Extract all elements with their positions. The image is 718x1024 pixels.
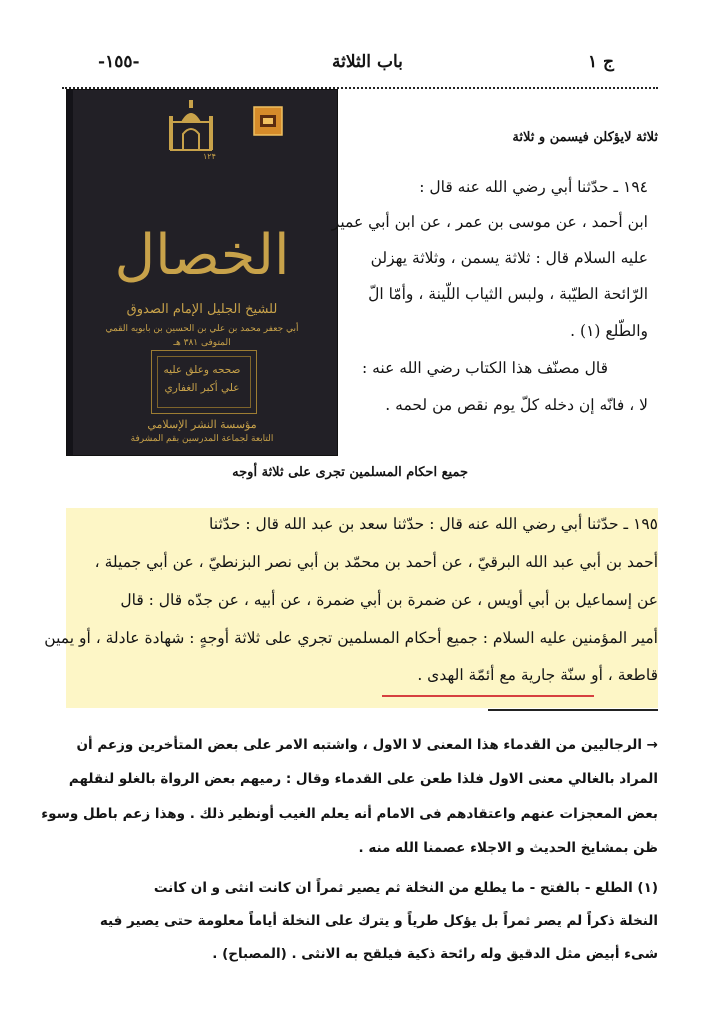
footnote-line-4: ظن بمشايخ الحديث و الاجلاء عصمنا الله منه .	[358, 840, 658, 856]
footnote-line-2: المراد بالغالي معنى الاول فلذا طعن على القدماء وقال : رميهم بعض الرواة بالغلو لنقلهم	[68, 771, 658, 787]
cover-edition-line-2: علي أكبر الغفاري	[164, 382, 240, 394]
footnote-line-6: النخلة ذكراً لم يصر ثمراً بل يؤكل طرياً و يترك على النخلة أياماً معلومة حتى يصير فيه	[99, 913, 658, 929]
section1-line-4: الرّائحة الطيّبة ، ولبس الثياب اللّينة ، وأمّا الّ	[368, 285, 648, 303]
cover-title: الخصال	[114, 223, 290, 288]
section2-heading: جميع احكام المسلمين تجرى على ثلاثة أوجه	[232, 465, 468, 480]
section1-line-1: ١٩٤ ـ حدّثنا أبي رضي الله عنه قال :	[419, 178, 648, 196]
publisher-badge-icon	[253, 106, 283, 136]
footnote-line-7: شىء أبيض مثل الدقيق وله رائحة ذكية فيلقح به الانثى . (المصباح) .	[212, 946, 658, 962]
section1-line-3: عليه السلام قال : ثلاثة يسمن ، وثلاثة يهزلن	[370, 249, 648, 267]
section2-line-5: قاطعة ، أو سنّة جارية مع أئمّة الهدى .	[417, 666, 658, 684]
footnote-line-1: → الرجاليين من القدماء هذا المعنى لا الاول ، واشتبه الامر على بعض المتأخرين وزعم أن	[76, 737, 658, 753]
section1-heading: ثلاثة لايؤكلن فيسمن و ثلاثة	[512, 130, 658, 145]
section2-line-2: أحمد بن أبي عبد الله البرقيّ ، عن أحمد بن محمّد بن أبي نصر البزنطيّ ، عن أبي جميلة ،	[94, 553, 658, 571]
footnote-rule	[488, 709, 658, 711]
cover-publisher-1: مؤسسة النشر الإسلامي	[147, 418, 257, 431]
cover-author-line: للشيخ الجليل الإمام الصدوق	[126, 302, 278, 317]
chapter-title: باب الثلاثة	[332, 52, 403, 72]
section1-line-6: قال مصنّف هذا الكتاب رضي الله عنه :	[361, 359, 608, 377]
cover-author-full: أبي جعفر محمد بن علي بن الحسين بن بابويه القمي	[105, 324, 299, 334]
cover-died: المتوفى ٣٨١ هـ	[173, 338, 231, 348]
shrine-emblem-icon	[167, 100, 215, 152]
section2-line-3: عن إسماعيل بن أبي أويس ، عن ضمرة بن أبي ضمرة ، عن أبيه ، عن جدّه قال : قال	[120, 591, 658, 609]
cover-edition-line-1: صححه وعلق عليه	[163, 364, 241, 376]
volume-label: ج ١	[588, 52, 615, 72]
cover-ornament: ۱۲۴	[203, 152, 216, 161]
book-cover-image	[66, 89, 338, 456]
footnote-line-5: (١) الطلع - بالفتح - ما يطلع من النخلة ثم يصير ثمراً ان كانت انثى و ان كانت	[153, 880, 658, 896]
section1-line-5: والطّلع (١) .	[570, 322, 648, 340]
section2-line-4: أمير المؤمنين عليه السلام : جميع أحكام المسلمين تجري على ثلاثة أوجهٍ : شهادة عادلة ، أو يمين	[44, 629, 658, 647]
section2-line-1: ١٩٥ ـ حدّثنا أبي رضي الله عنه قال : حدّثنا سعد بن عبد الله قال : حدّثنا	[209, 515, 658, 533]
footnote-line-3: بعض المعجزات عنهم واعتقادهم فى الامام أنه يعلم الغيب أونظير ذلك . وهذا زعم باطل وسوء	[41, 806, 658, 822]
cover-publisher-2: التابعة لجماعة المدرسين بقم المشرفة	[130, 434, 274, 444]
section1-line-7: لا ، فانّه إن دخله كلّ يوم نقص من لحمه .	[385, 396, 648, 414]
section1-line-2: ابن أحمد ، عن موسى بن عمر ، عن ابن أبي عمير	[331, 213, 648, 231]
page-number: -١٥٥-	[98, 52, 140, 72]
red-underline	[382, 695, 594, 697]
